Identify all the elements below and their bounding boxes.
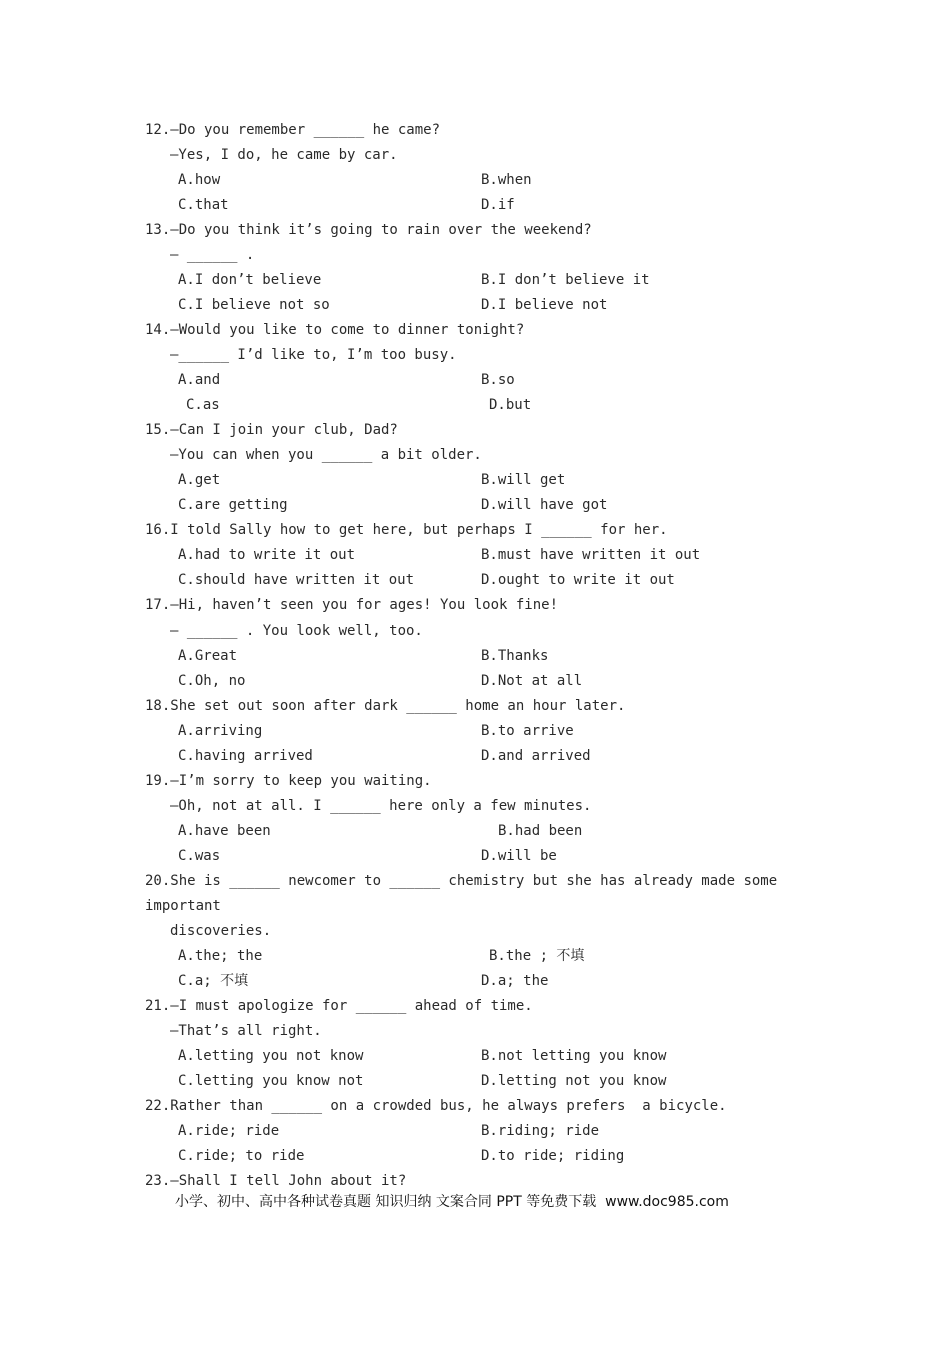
question-17-stem: 17.—Hi, haven’t seen you for ages! You look fine!	[145, 597, 559, 613]
question-13-stem: 13.—Do you think it’s going to rain over the weekend?	[145, 222, 592, 238]
question-14-option-a: A.and	[178, 372, 221, 388]
question-18-stem: 18.She set out soon after dark ______ home an hour later.	[145, 698, 626, 714]
question-20-option-d: D.a; the	[481, 973, 549, 989]
question-15-option-a: A.get	[178, 472, 221, 488]
question-15-option-b: B.will get	[481, 472, 566, 488]
question-12-reply: —Yes, I do, he came by car.	[170, 147, 398, 163]
question-21-option-c: C.letting you know not	[178, 1073, 364, 1089]
question-20-stem-continued: important	[145, 898, 221, 914]
question-15-option-c: C.are getting	[178, 497, 288, 513]
question-14-stem: 14.—Would you like to come to dinner tonight?	[145, 322, 525, 338]
question-22-option-a: A.ride; ride	[178, 1123, 280, 1139]
question-19-option-d: D.will be	[481, 848, 557, 864]
question-19-option-a: A.have been	[178, 823, 271, 839]
question-22-option-b: B.riding; ride	[481, 1123, 600, 1139]
question-17-option-b: B.Thanks	[481, 648, 549, 664]
question-16-option-b: B.must have written it out	[481, 547, 701, 563]
question-13-option-d: D.I believe not	[481, 297, 608, 313]
question-16-option-c: C.should have written it out	[178, 572, 415, 588]
question-15-reply: —You can when you ______ a bit older.	[170, 447, 482, 463]
question-12-option-a: A.how	[178, 172, 221, 188]
question-20-stem: 20.She is ______ newcomer to ______ chemistry but she has already made some	[145, 873, 778, 889]
question-14-option-d: D.but	[489, 397, 532, 413]
question-15-stem: 15.—Can I join your club, Dad?	[145, 422, 398, 438]
question-13-option-c: C.I believe not so	[178, 297, 330, 313]
question-17-option-a: A.Great	[178, 648, 238, 664]
question-19-option-b: B.had been	[498, 823, 583, 839]
question-19-stem: 19.—I’m sorry to keep you waiting.	[145, 773, 432, 789]
question-14-option-c: C.as	[186, 397, 220, 413]
question-12-option-d: D.if	[481, 197, 515, 213]
question-21-option-d: D.letting not you know	[481, 1073, 667, 1089]
question-12-stem: 12.—Do you remember ______ he came?	[145, 122, 441, 138]
question-16-option-a: A.had to write it out	[178, 547, 356, 563]
question-22-stem: 22.Rather than ______ on a crowded bus, he always prefers a bicycle.	[145, 1098, 727, 1114]
question-20-option-c: C.a; 不填	[178, 973, 249, 989]
question-19-reply: —Oh, not at all. I ______ here only a few minutes.	[170, 798, 592, 814]
question-13-option-b: B.I don’t believe it	[481, 272, 650, 288]
question-19-option-c: C.was	[178, 848, 221, 864]
question-14-reply: —______ I’d like to, I’m too busy.	[170, 347, 457, 363]
question-22-option-c: C.ride; to ride	[178, 1148, 305, 1164]
question-23-stem: 23.—Shall I tell John about it?	[145, 1173, 407, 1189]
question-13-reply: — ______ .	[170, 247, 255, 263]
page-footer-advert: 小学、初中、高中各种试卷真题 知识归纳 文案合同 PPT 等免费下载 www.doc985.com	[175, 1194, 729, 1210]
question-21-stem: 21.—I must apologize for ______ ahead of time.	[145, 998, 533, 1014]
question-17-reply: — ______ . You look well, too.	[170, 623, 423, 639]
question-17-option-d: D.Not at all	[481, 673, 583, 689]
question-15-option-d: D.will have got	[481, 497, 608, 513]
question-22-option-d: D.to ride; riding	[481, 1148, 625, 1164]
question-21-option-b: B.not letting you know	[481, 1048, 667, 1064]
question-16-stem: 16.I told Sally how to get here, but perhaps I ______ for her.	[145, 522, 668, 538]
question-18-option-a: A.arriving	[178, 723, 263, 739]
question-18-option-d: D.and arrived	[481, 748, 591, 764]
question-12-option-c: C.that	[178, 197, 229, 213]
question-21-option-a: A.letting you not know	[178, 1048, 364, 1064]
question-12-option-b: B.when	[481, 172, 532, 188]
question-18-option-c: C.having arrived	[178, 748, 313, 764]
question-13-option-a: A.I don’t believe	[178, 272, 322, 288]
question-21-reply: —That’s all right.	[170, 1023, 322, 1039]
question-20-option-a: A.the; the	[178, 948, 263, 964]
question-20-option-b: B.the ; 不填	[489, 948, 585, 964]
question-18-option-b: B.to arrive	[481, 723, 574, 739]
question-16-option-d: D.ought to write it out	[481, 572, 675, 588]
question-17-option-c: C.Oh, no	[178, 673, 246, 689]
question-20-stem-end: discoveries.	[170, 923, 272, 939]
question-14-option-b: B.so	[481, 372, 515, 388]
